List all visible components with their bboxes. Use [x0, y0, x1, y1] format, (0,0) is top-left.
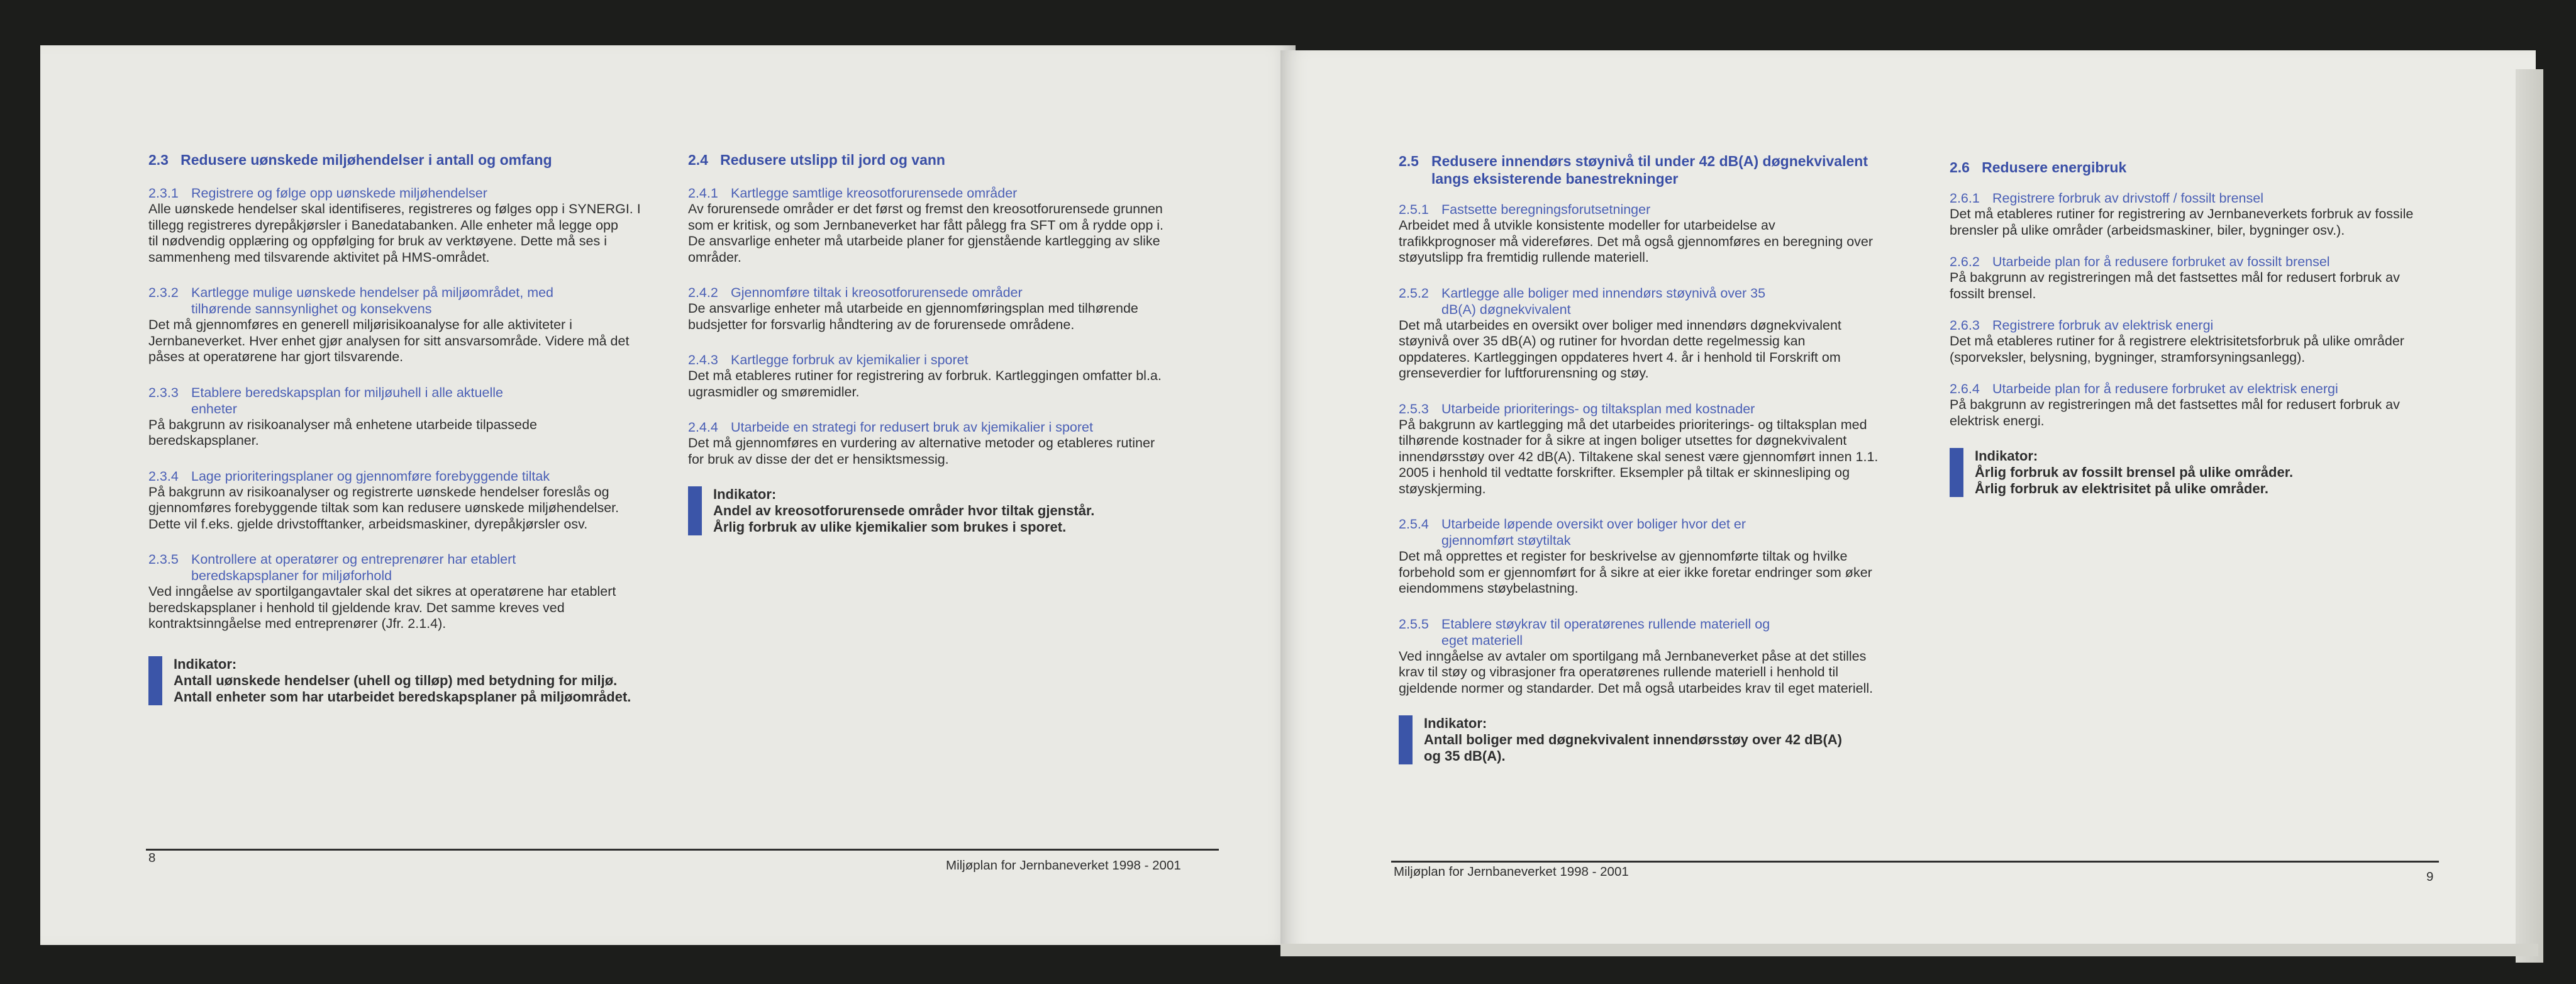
- body-line: Det må gjennomføres en vurdering av alternative metoder og etableres rutiner: [688, 435, 1155, 450]
- body-line: Ved inngåelse av sportilgangavtaler skal det sikres at operatørene har etablert: [148, 584, 616, 599]
- indicator-content: [713, 486, 1094, 535]
- item-body: [1950, 206, 2490, 238]
- item-number: 2.3.4: [148, 468, 179, 484]
- indicator-line: Antall enheter som har utarbeidet beredskapsplaner på miljøområdet.: [174, 688, 631, 705]
- item-heading: [688, 185, 1241, 201]
- item-number: 2.4.1: [688, 186, 718, 201]
- section-heading: [1399, 152, 1921, 187]
- item-heading: [1399, 285, 1921, 318]
- item-body: [1399, 549, 1921, 597]
- indicator-box: [148, 656, 670, 705]
- item-title: Utarbeide plan for å redusere forbruket av fossilt brensel: [1992, 254, 2330, 269]
- list-item: [148, 185, 670, 266]
- body-line: Dette vil f.eks. gjelde drivstofftanker, arbeidsmaskiner, dyrepåkjørsler osv.: [148, 516, 588, 532]
- body-line: Det må etableres rutiner for registrering av forbruk. Kartleggingen omfatter bl.a.: [688, 368, 1162, 383]
- body-line: områder.: [688, 249, 741, 265]
- body-line: beredskapsplaner.: [148, 433, 259, 448]
- list-item: [148, 384, 670, 449]
- footer-rule: [1391, 861, 2439, 863]
- body-line: forbehold som er gjennomført for å sikre at eier ikke foretar endringer som øker: [1399, 564, 1872, 580]
- item-heading: [1950, 381, 2490, 397]
- item-body: [148, 484, 670, 533]
- body-line: (sporveksler, belysning, bygninger, stramforsyningsanlegg).: [1950, 349, 2306, 365]
- body-line: støyskjerming.: [1399, 481, 1486, 496]
- item-body: [688, 368, 1241, 400]
- item-title: Utarbeide løpende oversikt over boliger hvor det er gjennomført støytiltak: [1441, 517, 1746, 548]
- body-line: Av forurensede områder er det først og fremst den kreosotforurensede grunnen: [688, 201, 1163, 216]
- item-body: [148, 201, 670, 266]
- body-line: På bakgrunn av registreringen må det fastsettes mål for redusert forbruk av: [1950, 270, 2400, 285]
- body-line: støyutslipp fra fremtidig rullende materiell.: [1399, 250, 1649, 265]
- item-number: 2.4.4: [688, 420, 718, 435]
- section-number: 2.4: [688, 152, 708, 168]
- page-number: 9: [2426, 869, 2434, 884]
- item-body: [1399, 218, 1921, 266]
- item-body: [1950, 270, 2490, 302]
- indicator-box: [688, 486, 1241, 535]
- item-number: 2.3.3: [148, 384, 179, 400]
- indicator-label: Indikator:: [174, 656, 237, 672]
- item-body: [1399, 649, 1921, 697]
- item-number: 2.5.5: [1399, 616, 1429, 632]
- item-heading: [688, 284, 1241, 301]
- page-number: 8: [148, 851, 156, 865]
- body-line: Arbeidet med å utvikle konsistente modeller for utarbeidelse av: [1399, 218, 1775, 233]
- list-item: [688, 185, 1241, 266]
- list-item: [148, 284, 670, 366]
- section-heading: [688, 151, 1241, 169]
- item-number: 2.3.5: [148, 552, 179, 567]
- footer-title: Miljøplan for Jernbaneverket 1998 - 2001: [1394, 864, 1629, 879]
- item-body: [1399, 318, 1921, 382]
- list-item: [1399, 516, 1921, 597]
- item-title: Utarbeide plan for å redusere forbruket av elektrisk energi: [1992, 381, 2338, 396]
- list-item: [1399, 285, 1921, 382]
- right-col-2: [1950, 159, 2490, 497]
- body-line: Jernbaneverket. Hver enhet gjør analysen for sitt ansvarsområde. Videre må det: [148, 333, 630, 349]
- indicator-line: Årlig forbruk av elektrisitet på ulike områder.: [1975, 481, 2269, 496]
- body-line: tilhørende kostnader for å sikre at ingen boliger utsettes for døgnekvivalent: [1399, 433, 1847, 448]
- item-number: 2.4.3: [688, 352, 718, 367]
- list-item: [148, 468, 670, 533]
- item-heading: [1399, 401, 1921, 417]
- item-number: 2.3.2: [148, 285, 179, 300]
- item-title: Fastsette beregningsforutsetninger: [1441, 202, 1651, 217]
- item-number: 2.3.1: [148, 186, 179, 201]
- body-line: sammenheng med tilsvarende aktivitet på HMS-området.: [148, 249, 490, 265]
- item-title: Kartlegge samtlige kreosotforurensede områder: [731, 186, 1018, 201]
- body-line: Det må opprettes et register for beskrivelse av gjennomførte tiltak og hvilke: [1399, 549, 1848, 564]
- item-heading: [148, 551, 670, 584]
- section-number: 2.6: [1950, 159, 1970, 176]
- body-line: Det må etableres rutiner for å registrere elektrisitetsforbruk på ulike områder: [1950, 333, 2404, 349]
- item-title: Registrere forbruk av elektrisk energi: [1992, 318, 2214, 333]
- item-heading: [148, 284, 670, 317]
- body-line: støynivå over 35 dB(A) og rutiner for hvordan dette regelmessig kan: [1399, 333, 1806, 349]
- item-title: Kartlegge alle boliger med innendørs støynivå over 35 dB(A) døgnekvivalent: [1441, 285, 1766, 317]
- body-line: Det må etableres rutiner for registrering av Jernbaneverkets forbruk av fossile: [1950, 206, 2414, 221]
- indicator-content: [1424, 715, 1842, 764]
- indicator-label: Indikator:: [713, 486, 777, 502]
- item-heading: [1950, 190, 2490, 206]
- item-body: [1950, 333, 2490, 366]
- item-title: Registrere og følge opp uønskede miljøhendelser: [191, 186, 487, 201]
- indicator-line: Årlig forbruk av ulike kjemikalier som brukes i sporet.: [713, 519, 1067, 535]
- item-heading: [1399, 201, 1921, 218]
- body-line: Alle uønskede hendelser skal identifiseres, registreres og følges opp i SYNERGI. I: [148, 201, 641, 216]
- item-body: [1399, 417, 1921, 498]
- indicator-line: Antall uønskede hendelser (uhell og tilløp) med betydning for miljø.: [174, 672, 618, 688]
- section-title: Redusere innendørs støynivå til under 42 dB(A) døgnekvivalent langs eksisterende banestrekninger: [1431, 153, 1868, 187]
- body-line: 2005 i henhold til vedtatte forskrifter. Eksempler på tiltak er skinnesliping og: [1399, 465, 1850, 480]
- section-number: 2.5: [1399, 153, 1419, 169]
- body-line: trafikkprognoser må videreføres. Det må også gjennomføres en beregning over: [1399, 233, 1874, 249]
- item-body: [148, 417, 670, 449]
- page-edge: [1280, 944, 2538, 956]
- item-number: 2.6.1: [1950, 191, 1980, 206]
- body-line: De ansvarlige enheter må utarbeide en gjennomføringsplan med tilhørende: [688, 301, 1138, 316]
- item-title: Etablere støykrav til operatørenes rullende materiell og eget materiell: [1441, 616, 1770, 648]
- indicator-bar: [148, 656, 162, 705]
- body-line: som er kritisk, og som Jernbaneverket har fått pålegg fra SFT om å rydde opp i.: [688, 217, 1164, 233]
- body-line: På bakgrunn av registreringen må det fastsettes mål for redusert forbruk av: [1950, 397, 2400, 412]
- indicator-bar: [1950, 448, 1963, 497]
- body-line: brensler på ulike områder (arbeidsmaskiner, biler, bygninger osv.).: [1950, 222, 2345, 238]
- body-line: De ansvarlige enheter må utarbeide planer for gjenstående kartlegging av slike: [688, 233, 1160, 249]
- section-title: Redusere uønskede miljøhendelser i antall og omfang: [180, 152, 552, 168]
- indicator-bar: [1399, 715, 1413, 764]
- item-title: Kartlegge mulige uønskede hendelser på miljøområdet, med tilhørende sannsynlighet og konsekvens: [191, 285, 554, 316]
- item-title: Utarbeide en strategi for redusert bruk av kjemikalier i sporet: [731, 420, 1093, 435]
- item-body: [1950, 397, 2490, 429]
- indicator-box: [1950, 448, 2490, 497]
- left-col-1: [148, 151, 670, 705]
- item-number: 2.5.2: [1399, 285, 1429, 301]
- list-item: [1950, 381, 2490, 429]
- list-item: [1399, 201, 1921, 266]
- item-title: Etablere beredskapsplan for miljøuhell i alle aktuelle enheter: [191, 384, 503, 417]
- body-line: På bakgrunn av risikoanalyser må enhetene utarbeide tilpassede: [148, 417, 537, 432]
- indicator-line: Antall boliger med døgnekvivalent innendørsstøy over 42 dB(A): [1424, 732, 1843, 747]
- body-line: ugrasmidler og smøremidler.: [688, 384, 860, 400]
- indicator-content: [174, 656, 631, 705]
- body-line: Ved inngåelse av avtaler om sportilgang må Jernbaneverket påse at det stilles: [1399, 648, 1867, 664]
- body-line: På bakgrunn av risikoanalyser og registrerte uønskede hendelser foreslås og: [148, 484, 609, 500]
- footer-rule: [146, 849, 1219, 851]
- right-page: [1280, 50, 2536, 951]
- item-body: [688, 301, 1241, 333]
- body-line: Det må utarbeides en oversikt over boliger med innendørs døgnekvivalent: [1399, 317, 1841, 333]
- list-item: [688, 352, 1241, 400]
- item-number: 2.5.4: [1399, 517, 1429, 532]
- left-page: [40, 45, 1296, 945]
- page-edge: [2516, 69, 2543, 963]
- indicator-line: og 35 dB(A).: [1424, 748, 1506, 764]
- item-number: 2.5.3: [1399, 401, 1429, 417]
- list-item: [1399, 401, 1921, 498]
- body-line: kontraktsinngåelse med entreprenører (Jfr. 2.1.4).: [148, 616, 447, 631]
- body-line: til nødvendig opplæring og oppfølging for bruk av verktøyene. Dette må ses i: [148, 233, 607, 249]
- body-line: grenseverdier for luftforurensning og støy.: [1399, 366, 1649, 381]
- section-title: Redusere energibruk: [1982, 159, 2127, 176]
- item-title: Gjennomføre tiltak i kreosotforurensede områder: [731, 285, 1023, 300]
- item-heading: [688, 419, 1241, 435]
- body-line: gjennomføres forebyggende tiltak som kan redusere uønskede miljøhendelser.: [148, 500, 619, 515]
- item-heading: [688, 352, 1241, 368]
- list-item: [688, 419, 1241, 467]
- list-item: [1950, 190, 2490, 238]
- body-line: elektrisk energi.: [1950, 413, 2045, 428]
- item-body: [148, 584, 670, 632]
- body-line: eiendommens støybelastning.: [1399, 581, 1579, 596]
- item-heading: [1399, 516, 1921, 549]
- body-line: for bruk av disse der det er hensiktsmessig.: [688, 451, 949, 467]
- indicator-line: Andel av kreosotforurensede områder hvor tiltak gjenstår.: [713, 503, 1095, 518]
- section-heading: [1950, 159, 2490, 176]
- indicator-bar: [688, 486, 702, 535]
- list-item: [1950, 254, 2490, 302]
- footer-title: Miljøplan for Jernbaneverket 1998 - 2001: [946, 858, 1181, 873]
- item-title: Lage prioriteringsplaner og gjennomføre forebyggende tiltak: [191, 468, 550, 484]
- indicator-box: [1399, 715, 1921, 764]
- item-number: 2.6.3: [1950, 318, 1980, 333]
- body-line: På bakgrunn av kartlegging må det utarbeides prioriterings- og tiltaksplan med: [1399, 417, 1867, 432]
- body-line: innendørsstøy over 42 dB(A). Tiltakene skal senest være gjennomført innen 1.1.: [1399, 449, 1879, 464]
- list-item: [1950, 317, 2490, 366]
- body-line: beredskapsplaner i henhold til gjeldende krav. Det samme kreves ved: [148, 600, 565, 615]
- list-item: [148, 551, 670, 632]
- left-col-2: [688, 151, 1241, 535]
- body-line: budsjetter for forsvarlig håndtering av de forurensede områdene.: [688, 316, 1075, 332]
- body-line: påses at operatørene har gjort tilsvarende.: [148, 349, 404, 364]
- list-item: [1399, 616, 1921, 697]
- body-line: fossilt brensel.: [1950, 286, 2036, 301]
- item-heading: [148, 384, 670, 417]
- item-number: 2.4.2: [688, 285, 718, 300]
- item-heading: [148, 468, 670, 484]
- item-body: [688, 201, 1241, 266]
- section-heading: [148, 151, 670, 169]
- right-col-1: [1399, 152, 1921, 764]
- indicator-label: Indikator:: [1424, 715, 1487, 731]
- item-title: Kontrollere at operatører og entreprenører har etablert beredskapsplaner for miljøforhold: [191, 552, 516, 583]
- item-body: [148, 317, 670, 366]
- body-line: Det må gjennomføres en generell miljørisikoanalyse for alle aktiviteter i: [148, 317, 572, 332]
- section-number: 2.3: [148, 152, 169, 168]
- item-title: Registrere forbruk av drivstoff / fossilt brensel: [1992, 191, 2263, 206]
- body-line: tillegg registreres dyrepåkjørsler i Banedatabanken. Alle enheter må legge opp: [148, 217, 618, 233]
- item-number: 2.6.2: [1950, 254, 1980, 269]
- section-title: Redusere utslipp til jord og vann: [720, 152, 945, 168]
- item-heading: [1950, 254, 2490, 270]
- item-number: 2.5.1: [1399, 202, 1429, 217]
- item-body: [688, 435, 1241, 467]
- body-line: oppdateres. Kartleggingen oppdateres hvert 4. år i henhold til Forskrift om: [1399, 349, 1841, 365]
- body-line: krav til støy og vibrasjoner fra operatørenes rullende materiell i henhold til: [1399, 664, 1839, 679]
- indicator-content: [1975, 448, 2293, 497]
- item-number: 2.6.4: [1950, 381, 1980, 396]
- body-line: gjeldende normer og standarder. Det må også utarbeides krav til eget materiell.: [1399, 680, 1874, 696]
- item-heading: [148, 185, 670, 201]
- item-heading: [1950, 317, 2490, 333]
- indicator-line: Årlig forbruk av fossilt brensel på ulike områder.: [1975, 464, 2294, 480]
- item-title: Kartlegge forbruk av kjemikalier i sporet: [731, 352, 969, 367]
- indicator-label: Indikator:: [1975, 448, 2038, 464]
- list-item: [688, 284, 1241, 333]
- item-title: Utarbeide prioriterings- og tiltaksplan med kostnader: [1441, 401, 1755, 417]
- item-heading: [1399, 616, 1921, 649]
